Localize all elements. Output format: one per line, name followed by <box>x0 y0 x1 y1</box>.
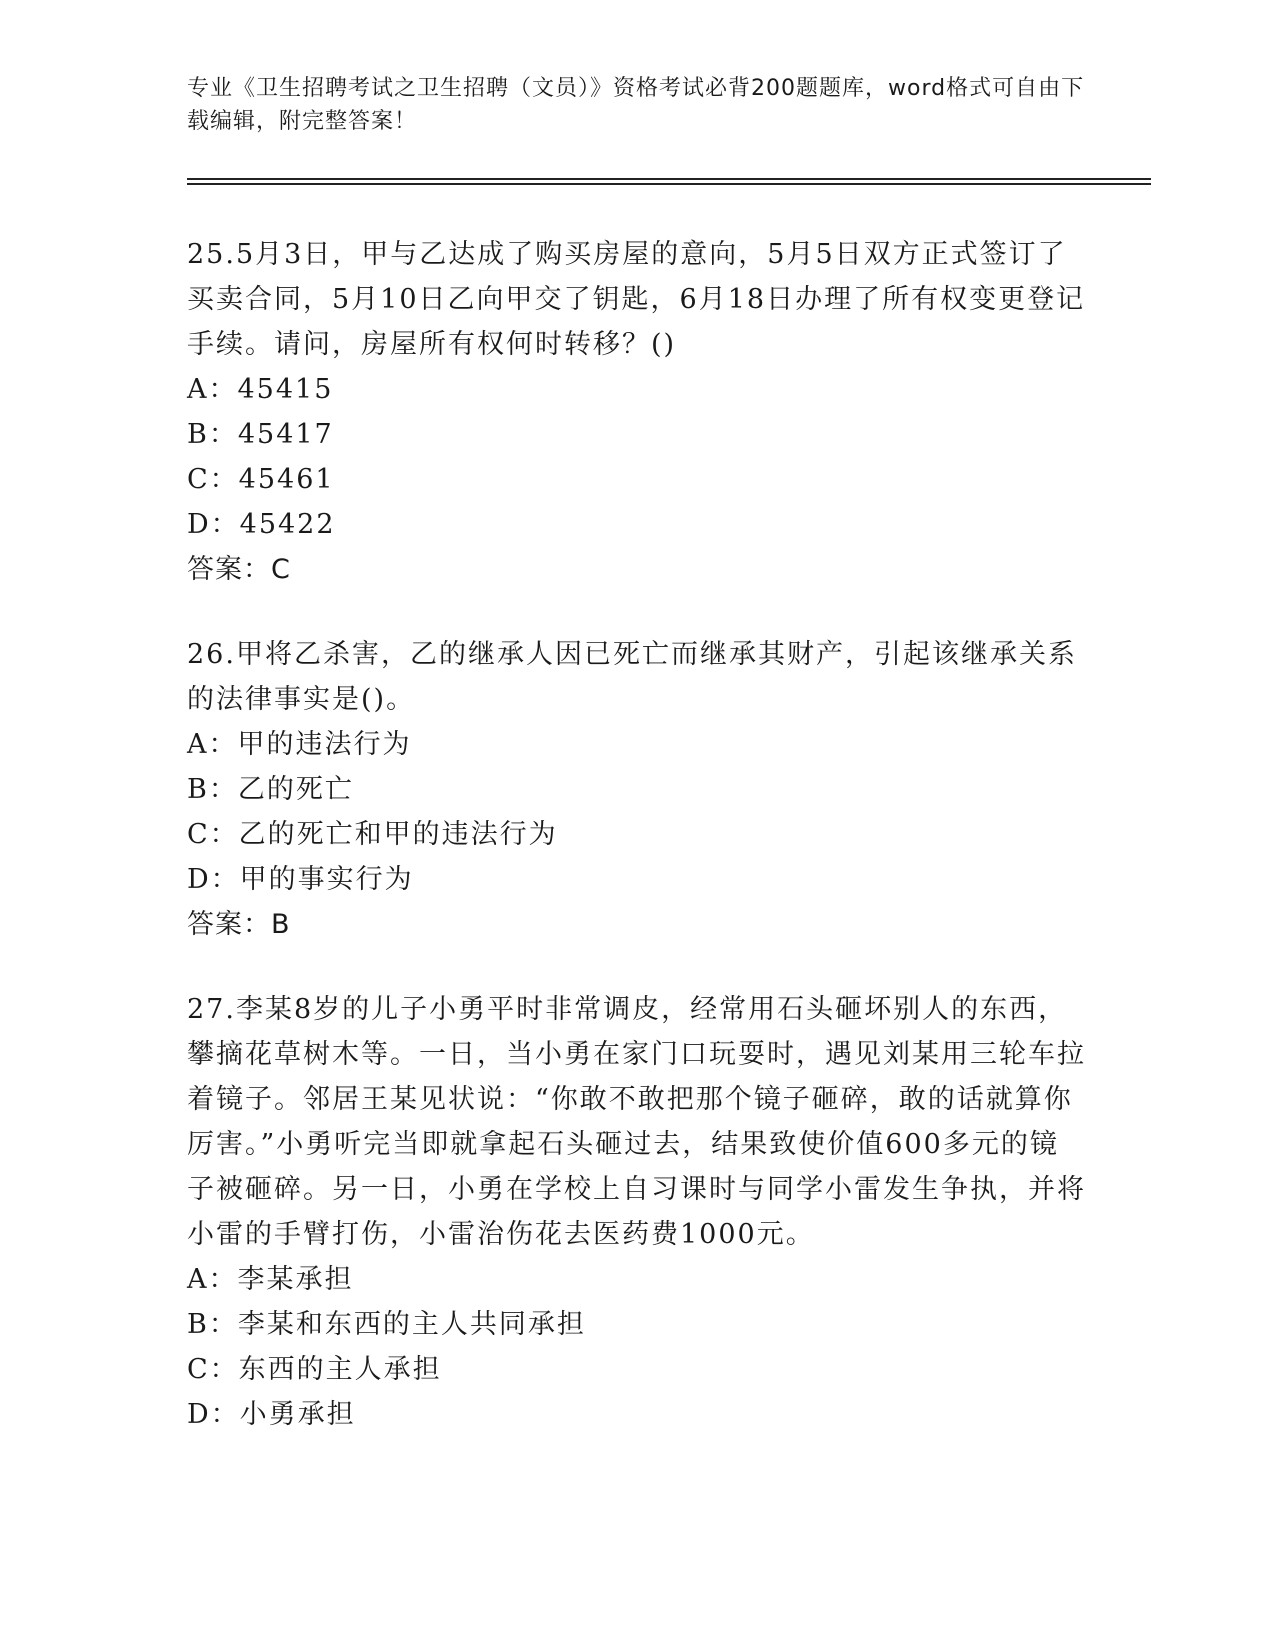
document-header <box>187 72 1087 138</box>
option-d: D：45422 <box>187 509 336 540</box>
question-27 <box>187 987 1087 1437</box>
option-a: A：甲的违法行为 <box>187 729 412 760</box>
header-divider-top <box>187 178 1151 180</box>
option-b: B：45417 <box>187 419 334 450</box>
option-a: A：李某承担 <box>187 1264 354 1295</box>
answer-text: 答案：C <box>187 554 291 585</box>
question-stem: 26.甲将乙杀害，乙的继承人因已死亡而继承其财产，引起该继承关系的法律事实是()。 <box>187 639 1077 715</box>
question-25 <box>187 232 1087 592</box>
option-d: D：小勇承担 <box>187 1399 356 1430</box>
option-b: B：李某和东西的主人共同承担 <box>187 1309 586 1340</box>
question-stem: 27.李某8岁的儿子小勇平时非常调皮，经常用石头砸坏别人的东西，攀摘花草树木等。一日，当小勇在家门口玩耍时，遇见刘某用三轮车拉着镜子。邻居王某见状说：“你敢不敢把那个镜子砸碎，敢的话就算你厉害。”小勇听完当即就拿起石头砸过去，结果致使价值600多元的镜子被砸碎。另一日，小勇在学校上自习课时与同学小雷发生争执，并将小雷的手臂打伤，小雷治伤花去医药费1000元。 <box>187 994 1086 1250</box>
option-c: C：45461 <box>187 464 335 495</box>
question-26 <box>187 632 1087 947</box>
question-stem: 25.5月3日，甲与乙达成了购买房屋的意向，5月5日双方正式签订了买卖合同，5月10日乙向甲交了钥匙，6月18日办理了所有权变更登记手续。请问，房屋所有权何时转移？() <box>187 239 1086 360</box>
option-d: D：甲的事实行为 <box>187 864 414 895</box>
option-b: B：乙的死亡 <box>187 774 354 805</box>
header-title: 专业《卫生招聘考试之卫生招聘（文员）》资格考试必背200题题库，word格式可自由下载编辑，附完整答案！ <box>187 76 1085 134</box>
header-divider-bottom <box>187 183 1151 185</box>
option-c: C：东西的主人承担 <box>187 1354 442 1385</box>
question-list <box>187 232 1087 1477</box>
option-c: C：乙的死亡和甲的违法行为 <box>187 819 558 850</box>
option-a: A：45415 <box>187 374 334 405</box>
answer-text: 答案：B <box>187 909 291 940</box>
